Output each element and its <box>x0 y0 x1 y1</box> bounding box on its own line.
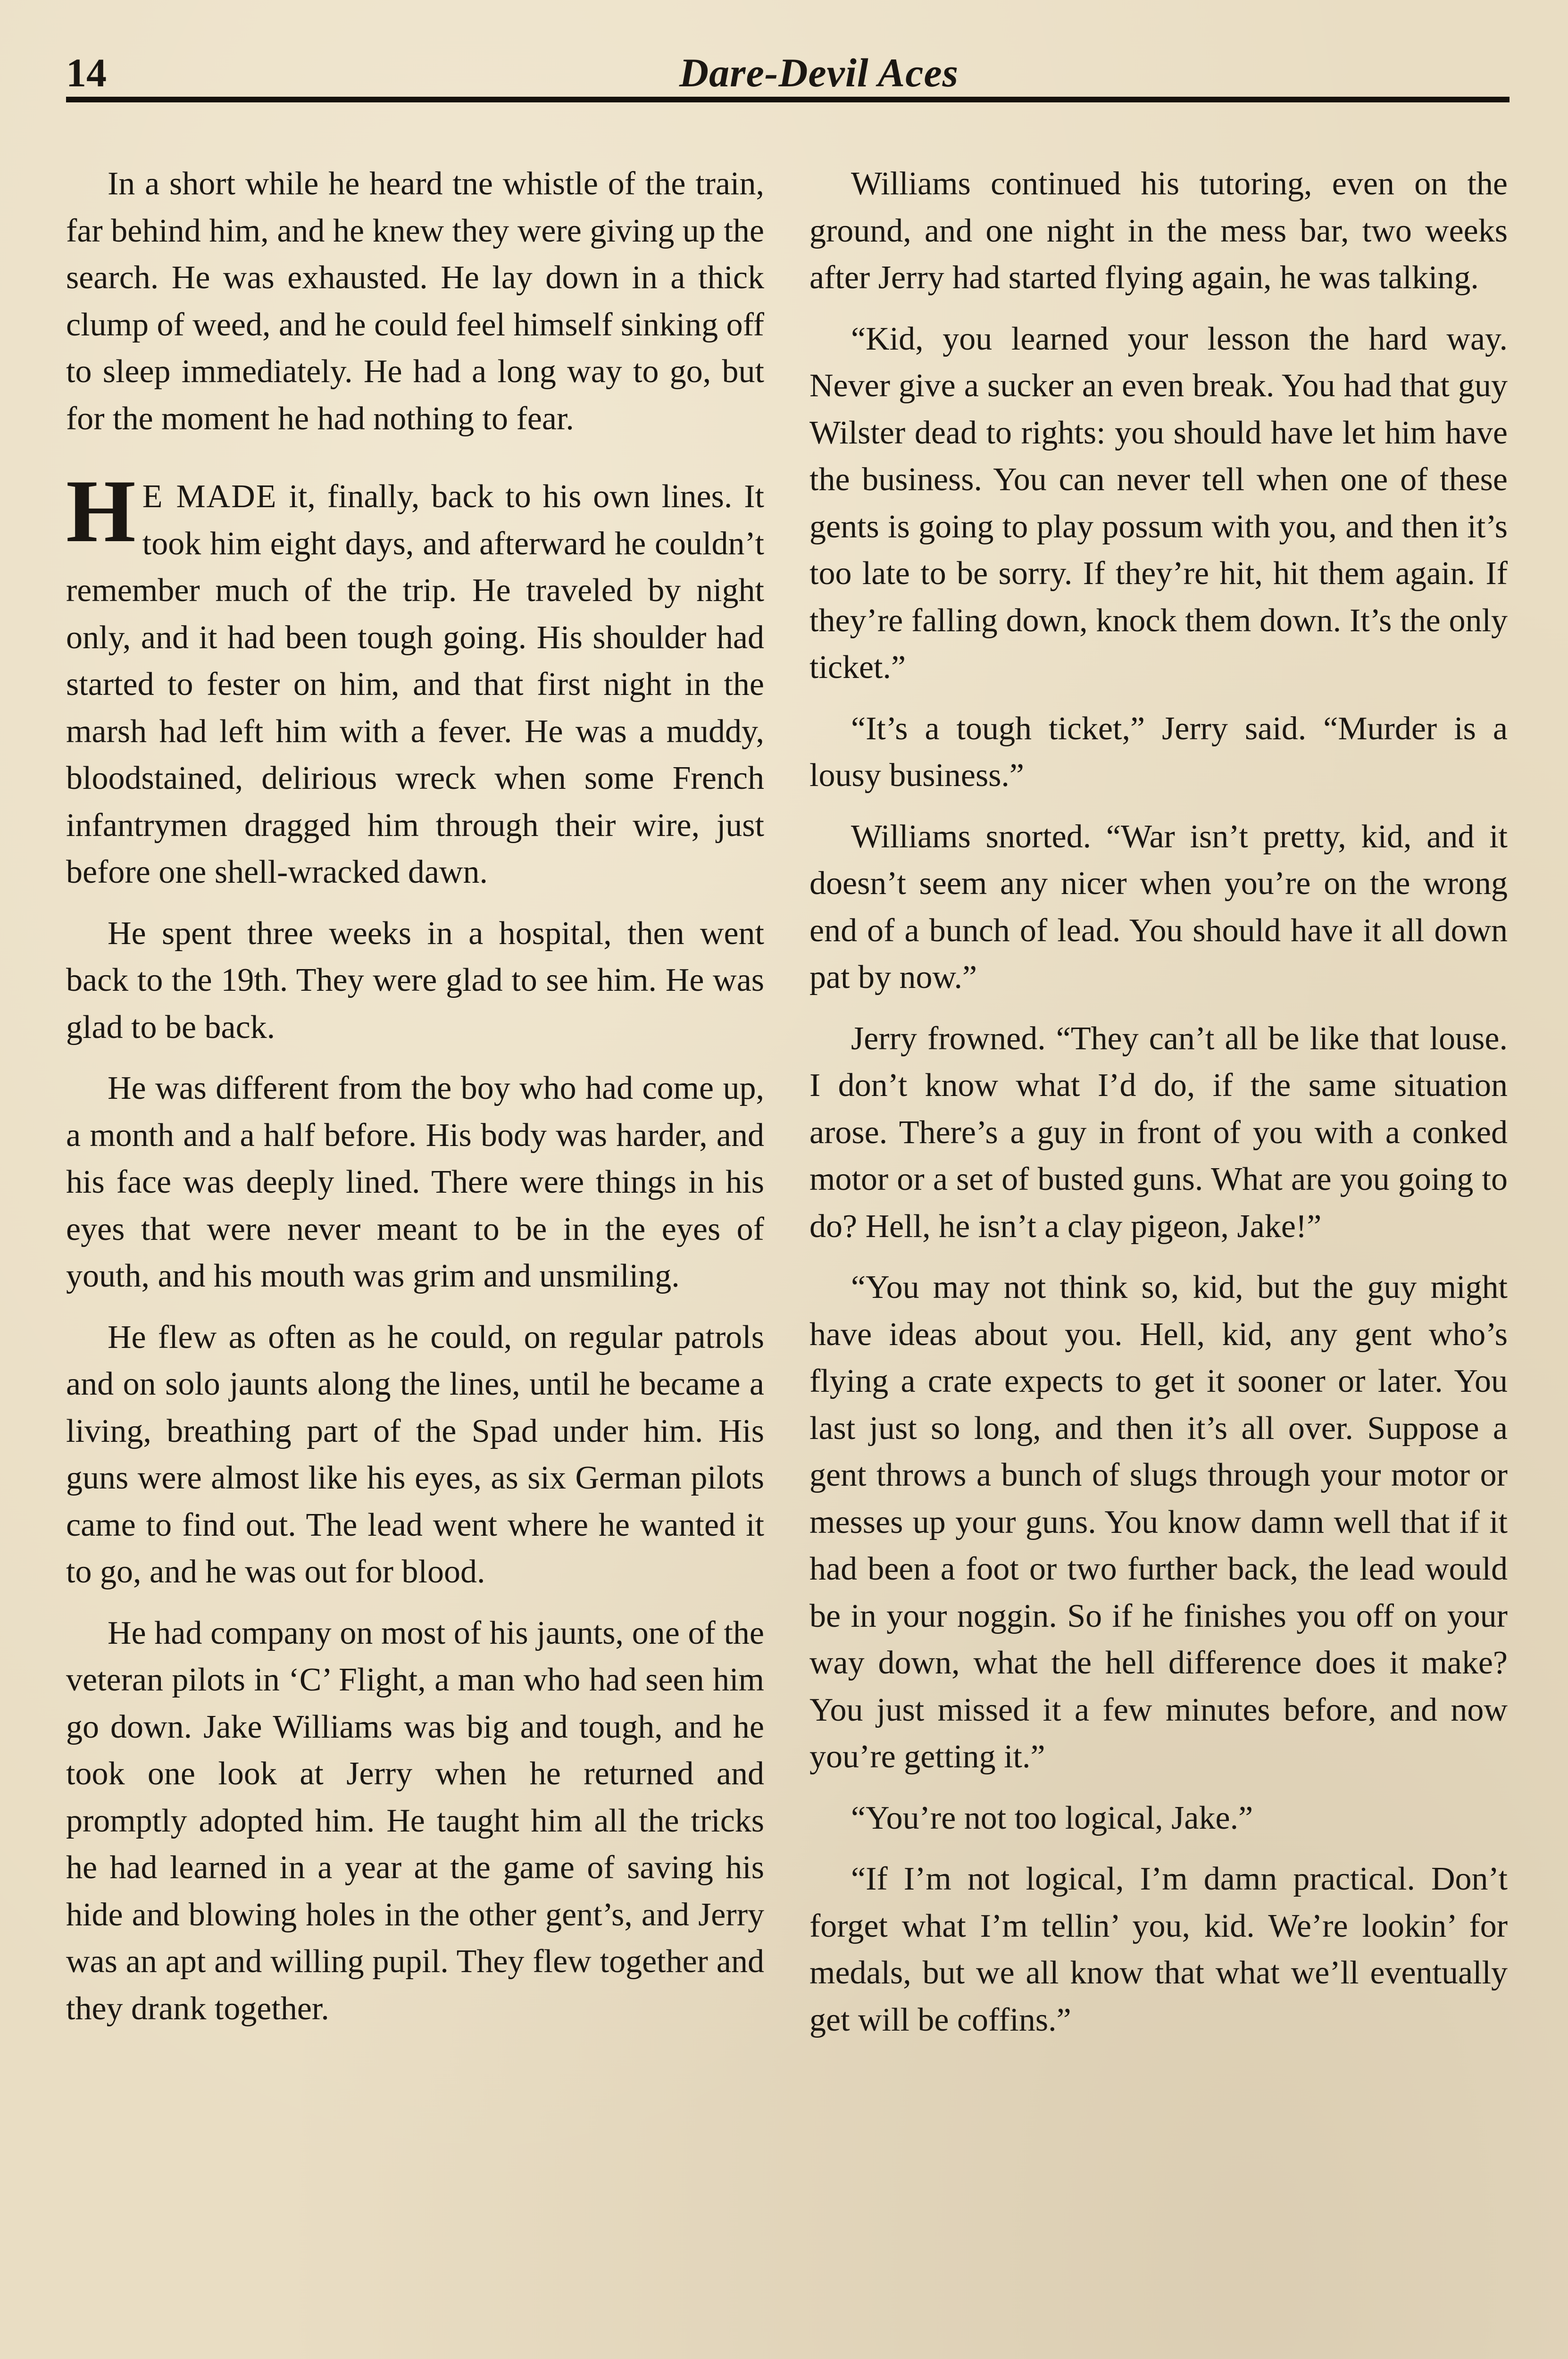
paragraph: “If I’m not logical, I’m damn practical. Don’t forget what I’m tellin’ you, kid. We’re lookin’ for medals, but we all know that what we’ll eventually get will be coffins.” <box>809 1861 1508 2038</box>
drop-cap: H <box>66 462 136 561</box>
paragraph: He had company on most of his jaunts, one of the veteran pilots in ‘C’ Flight, a man who had seen him go down. Jake Williams was big and tough, and he took one look at Jerry when he returned and promptly adopted him. He taught him all the tricks he had learned in a year at the game of saving his hide and blowing holes in the other gent’s, and Jerry was an apt and willing pupil. They flew together and they drank together. <box>66 1614 764 2027</box>
lead-in-caps: E MADE <box>142 478 277 515</box>
paragraph: Williams snorted. “War isn’t pretty, kid, and it doesn’t seem any nicer when you’re on the wrong end of a bunch of lead. You should have it all down pat by now.” <box>809 818 1508 995</box>
paragraph: He spent three weeks in a hospital, then went back to the 19th. They were glad to see him. He was glad to be back. <box>66 915 764 1046</box>
paragraph: He flew as often as he could, on regular patrols and on solo jaunts along the lines, until he became a living, breathing part of the Spad under him. His guns were almost like his eyes, as six German pilots came to find out. The lead went where he wanted it to go, and he was out for blood. <box>66 1319 764 1590</box>
header-rule <box>66 97 1510 102</box>
paragraph: In a short while he heard tne whistle of the train, far behind him, and he knew they were giving up the search. He was exhausted. He lay down in a thick clump of weed, and he could feel himself sinking off to sleep immediately. He had a long way to go, but for the moment he had nothing to fear. <box>66 166 764 437</box>
page-number: 14 <box>66 50 107 95</box>
page-header <box>66 47 1510 99</box>
paragraph: “Kid, you learned your lesson the hard way. Never give a sucker an even break. You had that guy Wilster dead to rights: you should have let him have the business. You can never tell when one of these gents is going to play possum with you, and then it’s too late to be sorry. If they’re hit, hit them again. If they’re falling down, knock them down. It’s the only ticket.” <box>809 320 1508 686</box>
paragraph: “You’re not too logical, Jake.” <box>851 1799 1253 1836</box>
section-opening-paragraph <box>66 462 764 896</box>
paragraph: “It’s a tough ticket,” Jerry said. “Murder is a lousy business.” <box>809 710 1508 794</box>
left-column <box>66 160 764 2046</box>
paragraph: “You may not think so, kid, but the guy might have ideas about you. Hell, kid, any gent who’s flying a crate expects to get it sooner or later. You last just so long, and then it’s all over. Suppose a gent throws a bunch of slugs through your motor or messes up your guns. You know damn well that if it had been a foot or two further back, the lead would be in your noggin. So if he finishes you off on your way down, what the hell difference does it make? You just missed it a few minutes before, and now you’re getting it.” <box>809 1269 1508 1775</box>
right-column <box>809 160 1508 2058</box>
paragraph: He was different from the boy who had come up, a month and a half before. His body was harder, and his face was deeply lined. There were things in his eyes that were never meant to be in the eyes of youth, and his mouth was grim and unsmiling. <box>66 1070 764 1294</box>
magazine-title: Dare-Devil Aces <box>679 50 959 95</box>
paragraph: Jerry frowned. “They can’t all be like that louse. I don’t know what I’d do, if the same situation arose. There’s a guy in front of you with a conked motor or a set of busted guns. What are you going to do? Hell, he isn’t a clay pigeon, Jake!” <box>809 1020 1508 1245</box>
paragraph-text: it, finally, back to his own lines. It took him eight days, and afterward he couldn’t remember much of the trip. He traveled by night only, and it had been tough going. His shoulder had started to fester on him, and that first night in the marsh had left him with a fever. He was a muddy, bloodstained, delirious wreck when some French infantrymen dragged him through their wire, just before one shell-wracked dawn. <box>66 478 764 890</box>
paragraph: Williams continued his tutoring, even on the ground, and one night in the mess bar, two weeks after Jerry had started flying again, he was talking. <box>809 166 1508 296</box>
